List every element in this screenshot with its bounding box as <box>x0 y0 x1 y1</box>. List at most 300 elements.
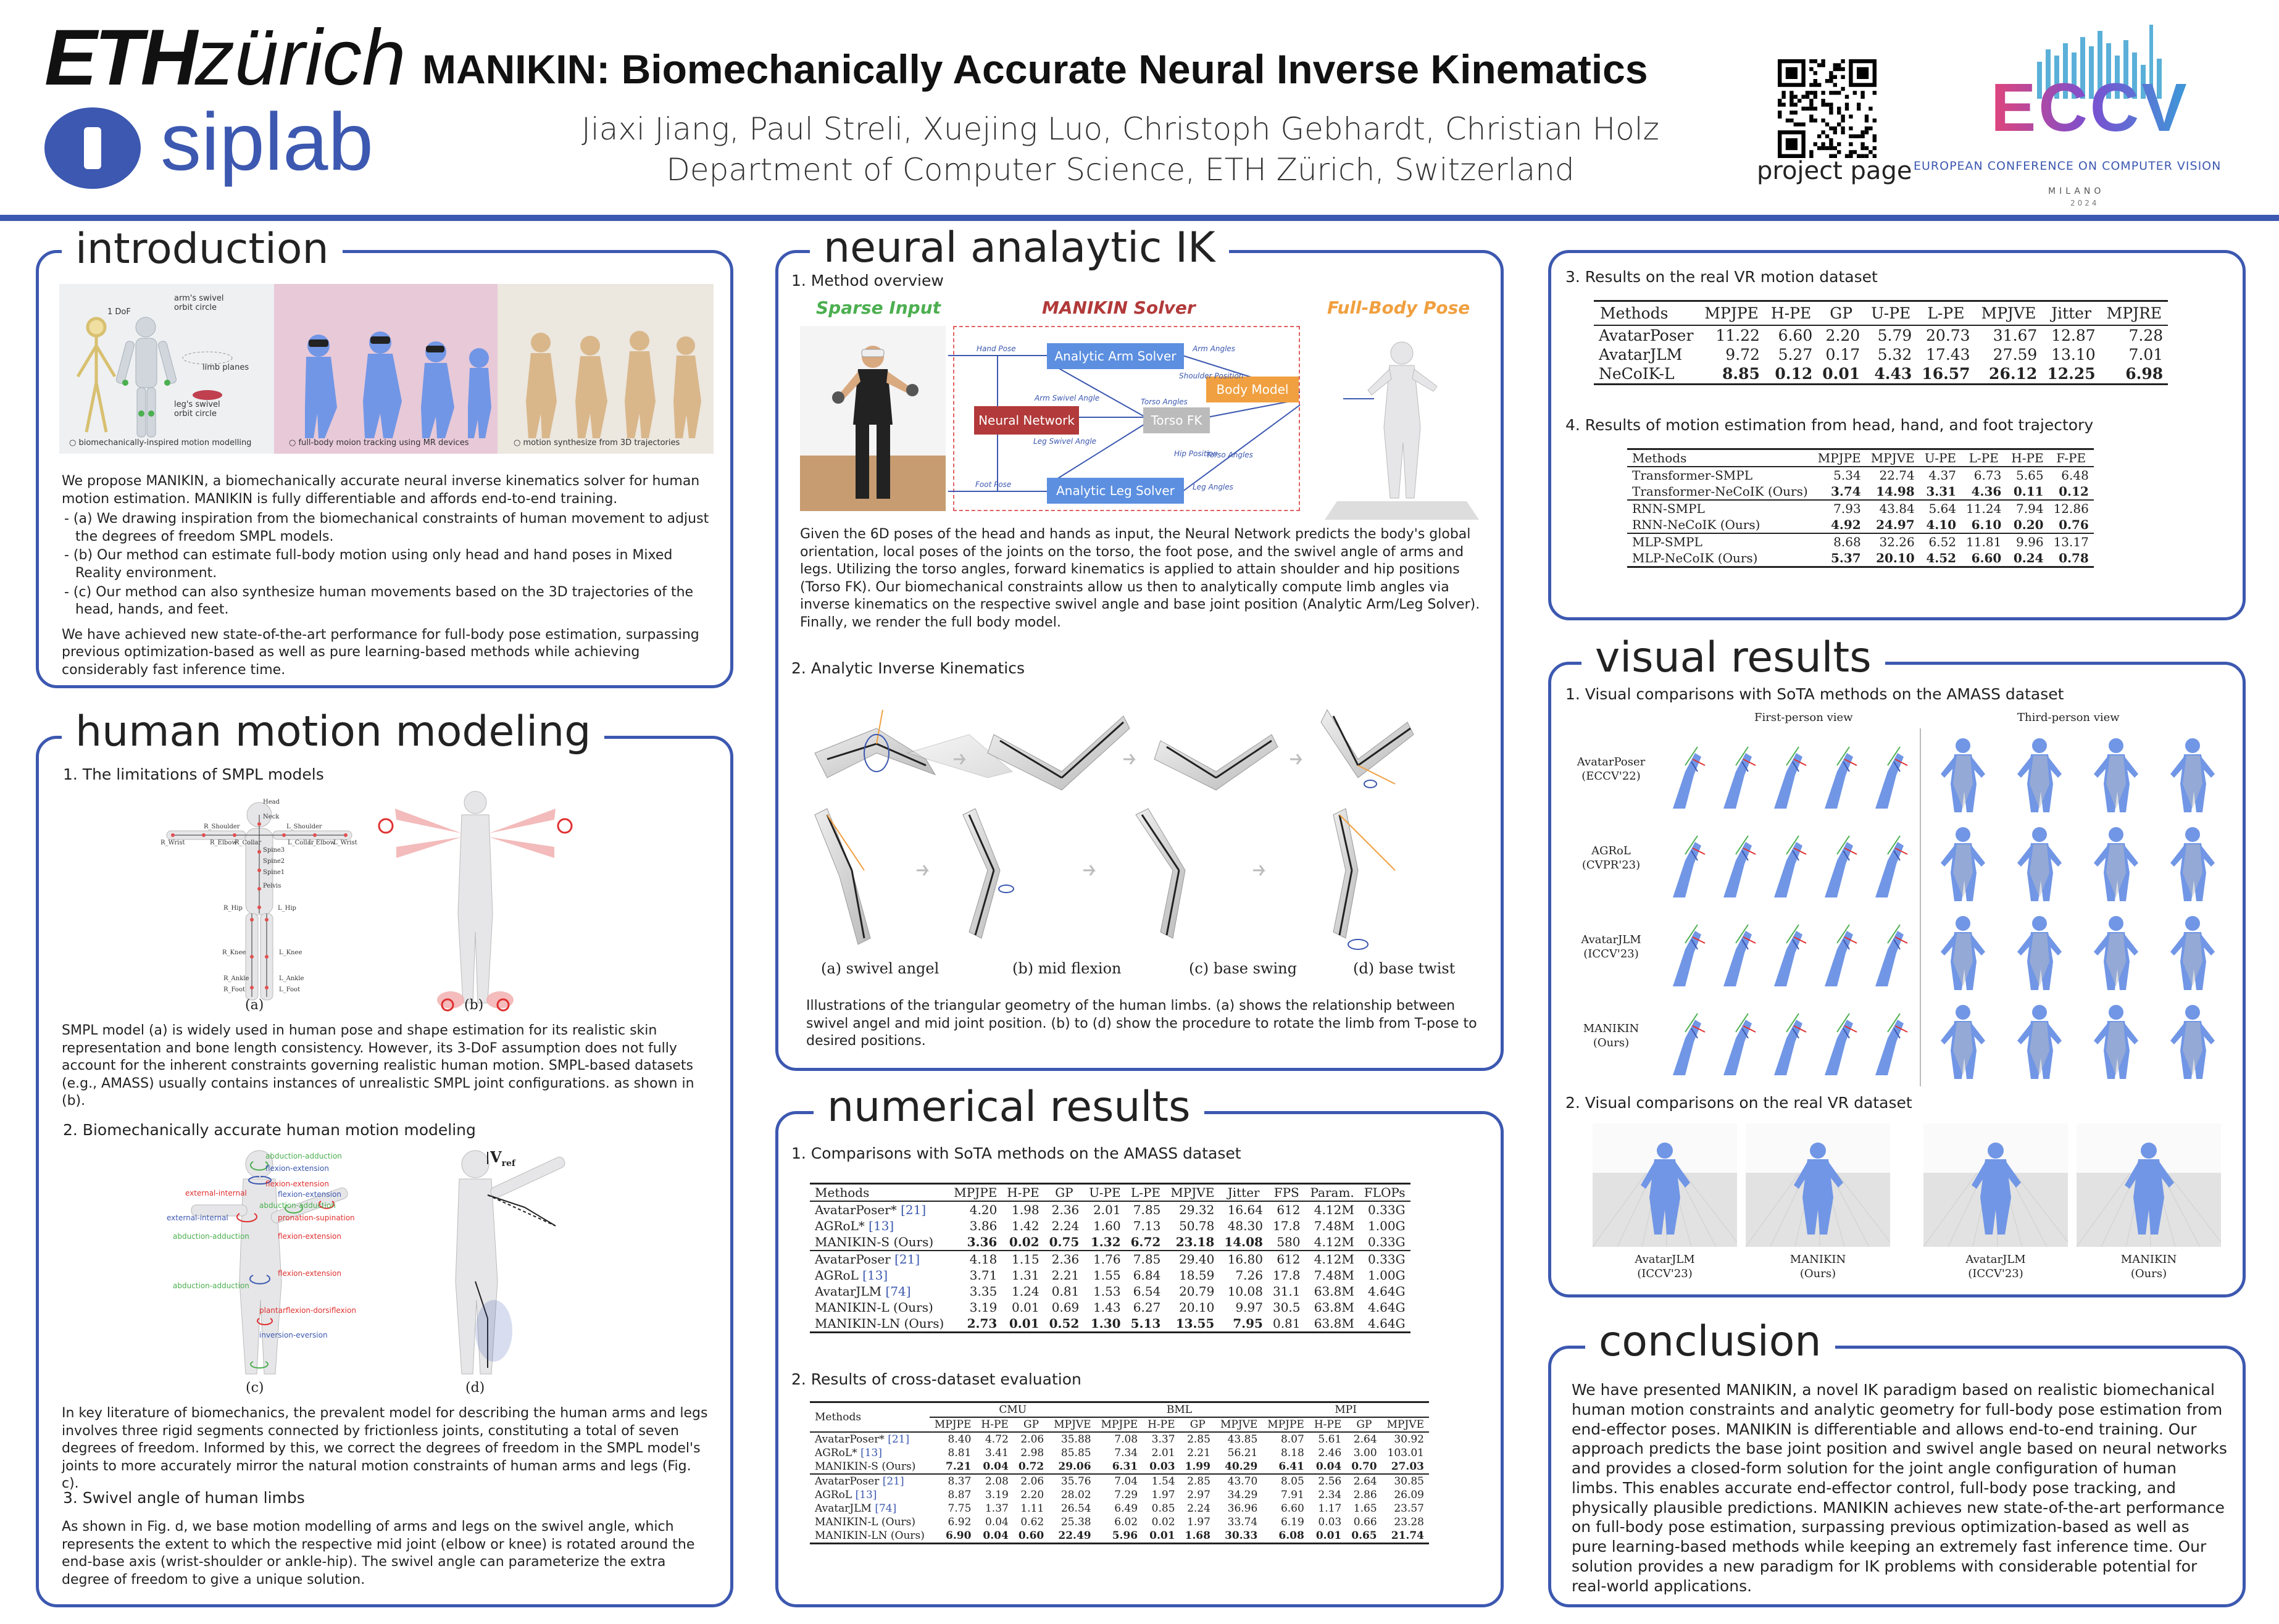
value-cell: 1.11 <box>1020 1502 1044 1515</box>
table-row <box>1594 364 2168 385</box>
value-cell: 20.10 <box>1179 1300 1215 1315</box>
column-header: U-PE <box>1920 449 1961 467</box>
value-cell: 13.17 <box>2049 533 2094 550</box>
value-cell: 7.28 <box>2128 327 2164 344</box>
eth-logo-bold: ETH <box>44 14 195 102</box>
table-row <box>810 1515 1429 1529</box>
joint-label: L_Ankle <box>279 975 304 982</box>
value-cell: 48.30 <box>1227 1218 1263 1233</box>
hmm-para2: In key literature of biomechanics, the prevalent model for describing the human arms and legs involves three rigid segments connected by frictionless joints, constituting a total of seven degrees of freedom. Informed by this, we correct the degrees of freedom in the SMPL model's joints to more accurately mirror the natural motion constraints of human arms and legs (Fig. c). <box>62 1405 708 1492</box>
column-header: H-PE <box>1143 1417 1180 1432</box>
joint-label: R_Hip <box>223 905 243 912</box>
value-cell: 11.22 <box>1715 327 1760 344</box>
value-cell: 43.85 <box>1227 1433 1258 1446</box>
smpl-figure <box>154 790 623 1012</box>
vr-screenshot <box>1923 1123 2068 1247</box>
value-cell: 2.06 <box>1020 1433 1044 1446</box>
section-title-nik: neural analaytic IK <box>810 227 1229 269</box>
column-header: FPS <box>1268 1184 1306 1202</box>
value-cell: 6.60 <box>1961 550 2006 567</box>
value-cell: 0.04 <box>983 1460 1009 1473</box>
ik-caption-d: (d) base twist <box>1353 960 1456 977</box>
joint-label: Pelvis <box>263 883 281 889</box>
value-cell: 0.01 <box>1012 1300 1040 1315</box>
method-venue: (ECCV'22) <box>1581 769 1641 783</box>
value-cell: 1.32 <box>1090 1235 1121 1249</box>
value-cell: 30.92 <box>1394 1433 1424 1446</box>
eccv-logo <box>1914 19 2272 216</box>
dof-label: flexion-extension <box>278 1232 341 1241</box>
vr-caption-name: AvatarJLM <box>1635 1253 1695 1266</box>
value-cell: 21.74 <box>1382 1529 1429 1544</box>
method-cell: MLP-SMPL <box>1627 533 1813 550</box>
first-person-thumbnail <box>1819 823 1865 897</box>
value-cell: 20.73 <box>1926 327 1970 344</box>
vr-caption-venue: (ICCV'23) <box>1968 1267 2023 1280</box>
value-cell: 5.34 <box>1833 468 1861 483</box>
value-cell: 12.25 <box>2042 364 2100 385</box>
column-header: FLOPs <box>1359 1184 1410 1202</box>
citation: [21] <box>894 1252 920 1267</box>
vr-caption-name: AvatarJLM <box>1965 1253 2026 1266</box>
col-full-body: Full-Body Pose <box>1327 298 1470 318</box>
value-cell: 2.21 <box>1187 1447 1210 1459</box>
first-person-thumbnail <box>1869 823 1916 897</box>
value-cell: 6.08 <box>1262 1529 1309 1544</box>
vr-caption <box>1593 1253 1737 1281</box>
value-cell: 7.08 <box>1114 1433 1138 1446</box>
value-cell: 16.64 <box>1227 1202 1263 1217</box>
column-header: GP <box>1044 1184 1085 1202</box>
section-title-visual: visual results <box>1581 637 1885 679</box>
vr-screenshot <box>1593 1123 1737 1247</box>
value-cell: 11.81 <box>1961 533 2006 550</box>
method-cell: MANIKIN-L (Ours) <box>815 1516 916 1528</box>
column-header: U-PE <box>1865 301 1917 326</box>
qr-code[interactable] <box>1778 59 1877 158</box>
dof-label: abduction-adduction <box>173 1281 249 1290</box>
value-cell: 7.85 <box>1133 1202 1161 1217</box>
intro-para1: We propose MANIKIN, a biomechanically accurate neural inverse kinematics solver for human motion estimation. MANIKIN is fully differentiable and affords end-to-end training. <box>62 473 700 507</box>
table-row <box>810 1201 1410 1218</box>
vr-caption-venue: (ICCV'23) <box>1637 1267 1693 1280</box>
eth-logo <box>44 14 406 102</box>
first-person-thumbnail <box>1768 1001 1815 1075</box>
dof-label: pronation-supination <box>278 1214 355 1222</box>
value-cell: 0.17 <box>1825 346 1860 364</box>
vr-screenshot <box>1746 1123 1890 1247</box>
value-cell: 9.96 <box>2006 533 2048 550</box>
value-cell: 63.8M <box>1314 1300 1354 1315</box>
value-cell: 7.75 <box>948 1502 972 1515</box>
citation: [13] <box>862 1268 888 1283</box>
value-cell: 0.02 <box>1009 1235 1040 1249</box>
method-cell: AvatarJLM <box>1599 346 1683 364</box>
value-cell: 3.31 <box>1926 484 1957 499</box>
value-cell: 29.40 <box>1165 1251 1219 1267</box>
value-cell: 13.55 <box>1165 1315 1219 1333</box>
edge-label: Hip Position <box>1174 449 1218 458</box>
value-cell: 0.62 <box>1020 1516 1044 1528</box>
value-cell: 9.97 <box>1235 1300 1263 1315</box>
edge-label: Torso Angles <box>1141 398 1188 406</box>
value-cell: 2.34 <box>1318 1489 1342 1501</box>
vr-caption <box>1923 1253 2068 1281</box>
dataset-header: CMU <box>930 1402 1096 1418</box>
method-cell: MANIKIN-LN (Ours) <box>810 1315 949 1333</box>
value-cell: 0.04 <box>985 1516 1009 1528</box>
column-header: U-PE <box>1084 1184 1125 1202</box>
value-cell: 1.00G <box>1368 1218 1406 1233</box>
table-header-row <box>810 1184 1410 1202</box>
value-cell: 4.12M <box>1314 1202 1354 1217</box>
eccv-wordmark: ECCV <box>1991 70 2189 146</box>
value-cell: 612 <box>1268 1251 1306 1267</box>
hmm-para1: SMPL model (a) is widely used in human pose and shape estimation for its realistic skin representation and bone length consistency. However, its 3-DoF assumption does not fully account for the inherent constraints governing realistic human motion. SMPL-based datasets (e.g., AMASS) usually contains instances of unrealistic SMPL joint configurations. as shown in (b). <box>62 1023 694 1109</box>
value-cell: 7.29 <box>1114 1489 1138 1501</box>
table-row <box>810 1234 1410 1251</box>
value-cell: 0.33G <box>1368 1202 1406 1217</box>
value-cell: 1.43 <box>1093 1300 1121 1315</box>
value-cell: 3.86 <box>969 1218 998 1233</box>
table-row <box>810 1529 1429 1544</box>
value-cell: 4.92 <box>1830 517 1861 532</box>
first-person-thumbnail <box>1768 823 1815 897</box>
joint-label: R_Knee <box>222 949 246 956</box>
third-person-thumbnail <box>2162 1001 2223 1081</box>
value-cell: 0.04 <box>976 1529 1013 1544</box>
value-cell: 23.28 <box>1394 1516 1424 1528</box>
value-cell: 5.96 <box>1096 1529 1143 1544</box>
box-torso-fk: Torso FK <box>1143 407 1210 433</box>
first-person-thumbnail <box>1667 823 1714 897</box>
value-cell: 0.03 <box>1318 1516 1342 1528</box>
joint-label: L_Elbow <box>309 839 336 846</box>
first-person-thumbnail <box>1869 912 1916 986</box>
method-cell: MLP-NeCoIK (Ours) <box>1627 550 1813 567</box>
third-person-thumbnail <box>2009 823 2070 904</box>
dof-label: flexion-extension <box>278 1190 341 1199</box>
method-cell: Transformer-SMPL <box>1632 468 1753 483</box>
value-cell: 3.37 <box>1151 1433 1175 1446</box>
value-cell: 33.74 <box>1227 1516 1258 1528</box>
table-amass-results <box>810 1183 1410 1333</box>
value-cell: 3.36 <box>967 1235 998 1249</box>
value-cell: 24.97 <box>1876 517 1915 532</box>
value-cell: 43.70 <box>1215 1474 1262 1488</box>
joint-label: R_Collar <box>235 839 262 846</box>
method-venue: (ICCV'23) <box>1583 947 1639 960</box>
value-cell: 0.60 <box>1014 1529 1049 1544</box>
table-row <box>810 1446 1429 1460</box>
method-overview-figure <box>800 294 1485 516</box>
vr-caption <box>2077 1253 2221 1281</box>
value-cell: 3.35 <box>969 1284 998 1299</box>
value-cell: 6.98 <box>2101 364 2169 385</box>
conclusion-text: We have presented MANIKIN, a novel IK paradigm based on realistic biomechanical human motion constraints and analytic geometry for full-body pose estimation from end-effector poses. MANIKIN is differentiable and allows end-to-end training. Our approach predicts the base joint position and swivel angle based on neural networks and provides a closed-form solution for the joint angle configuration of human limbs. This enables accurate end-effector control, full-body pose tracking, and physically plausible predictions. MANIKIN achieves new state-of-the-art performance on full-body pose estimation, surpassing previous optimization-based as well as pure learning-based methods while keeping an extremely fast inference time. Our solution provides a new paradigm for IK problems with considerable potential for real-world applications. <box>1572 1381 2227 1595</box>
value-cell: 3.00 <box>1353 1447 1377 1459</box>
header-rule <box>0 215 2279 221</box>
value-cell: 4.64G <box>1359 1315 1410 1333</box>
table-row <box>1627 517 2094 533</box>
intro-bullet: - (c) Our method can also synthesize human movements based on the 3D trajectories of the head, hands, and feet. <box>64 584 694 618</box>
edge-label: Torso Angles <box>1206 451 1253 459</box>
intro-label-leg: leg's swivel orbit circle <box>174 400 220 418</box>
col-sparse-input: Sparse Input <box>816 298 941 318</box>
first-person-thumbnail <box>1667 1001 1714 1075</box>
value-cell: 28.02 <box>1060 1489 1091 1501</box>
value-cell: 26.12 <box>1975 364 2043 385</box>
value-cell: 9.72 <box>1725 346 1760 364</box>
value-cell: 5.61 <box>1318 1433 1342 1446</box>
table-row <box>810 1218 1410 1234</box>
value-cell: 0.70 <box>1351 1460 1377 1473</box>
intro-bullets <box>62 510 710 619</box>
value-cell: 6.72 <box>1130 1235 1161 1249</box>
dof-label: external-internal <box>167 1214 228 1222</box>
value-cell: 1.76 <box>1084 1251 1125 1267</box>
value-cell: 7.01 <box>2128 346 2164 364</box>
third-person-thumbnail <box>2162 735 2223 815</box>
table-row <box>810 1488 1429 1502</box>
table-row <box>810 1460 1429 1474</box>
value-cell: 22.49 <box>1049 1529 1096 1544</box>
column-header: GP <box>1346 1417 1381 1432</box>
value-cell: 0.20 <box>2013 517 2044 532</box>
method-cell: MANIKIN-LN (Ours) <box>810 1529 930 1544</box>
column-header: MPJVE <box>1215 1417 1262 1432</box>
value-cell: 0.12 <box>1765 364 1817 385</box>
value-cell: 0.66 <box>1353 1516 1377 1528</box>
column-header: L-PE <box>1917 301 1975 326</box>
value-cell: 0.75 <box>1049 1235 1080 1249</box>
column-header: L-PE <box>1126 1184 1166 1202</box>
joint-label: L_Shoulder <box>286 823 322 830</box>
third-person-thumbnail <box>1932 735 1994 815</box>
eccv-tagline: EUROPEAN CONFERENCE ON COMPUTER VISION <box>1914 159 2222 173</box>
edge-label: Hand Pose <box>977 344 1016 353</box>
value-cell: 0.85 <box>1151 1502 1175 1515</box>
value-cell: 2.24 <box>1051 1218 1080 1233</box>
value-cell: 3.71 <box>969 1268 998 1283</box>
table-row <box>1627 467 2094 483</box>
value-cell: 612 <box>1277 1202 1301 1217</box>
box-neural-network: Neural Network <box>974 406 1079 435</box>
value-cell: 0.02 <box>1151 1516 1175 1528</box>
value-cell: 0.01 <box>1309 1529 1346 1544</box>
column-header: Jitter <box>2042 301 2100 326</box>
vr-caption-venue: (Ours) <box>2130 1267 2167 1280</box>
value-cell: 0.12 <box>2059 484 2089 499</box>
siplab-mark-icon <box>43 105 142 191</box>
value-cell: 23.57 <box>1394 1502 1424 1515</box>
column-header: MPJVE <box>1975 301 2043 326</box>
third-person-thumbnail <box>2009 912 2070 993</box>
value-cell: 3.19 <box>985 1489 1009 1501</box>
value-cell: 1.97 <box>1187 1516 1210 1528</box>
value-cell: 1.00G <box>1368 1268 1406 1283</box>
citation: [21] <box>901 1202 927 1217</box>
value-cell: 6.41 <box>1278 1460 1304 1473</box>
intro-bullet: - (b) Our method can estimate full-body motion using only head and hand poses in Mixed Reality environment. <box>64 548 673 581</box>
table-row <box>1594 325 2168 345</box>
citation: [13] <box>855 1489 877 1501</box>
value-cell: 8.40 <box>948 1433 972 1446</box>
value-cell: 103.01 <box>1387 1447 1424 1459</box>
method-row-label <box>1568 933 1654 961</box>
section-title-conclusion: conclusion <box>1585 1321 1835 1363</box>
dof-label: plantarflexion-dorsiflexion <box>259 1306 356 1315</box>
dataset-header: BML <box>1096 1402 1263 1418</box>
dof-label: flexion-extension <box>265 1164 329 1173</box>
value-cell: 0.81 <box>1268 1315 1306 1333</box>
value-cell: 43.84 <box>1866 500 1920 517</box>
box-leg-solver: Analytic Leg Solver <box>1047 478 1184 504</box>
joint-label: R_Elbow <box>210 839 238 846</box>
value-cell: 6.27 <box>1133 1300 1161 1315</box>
citation: [74] <box>875 1502 897 1515</box>
method-cell: AvatarPoser* [21] <box>815 1202 927 1217</box>
third-person-thumbnail <box>2162 912 2223 993</box>
value-cell: 8.87 <box>948 1489 972 1501</box>
third-person-thumbnail <box>2009 735 2070 815</box>
first-person-thumbnail <box>1717 1001 1764 1075</box>
table-row <box>1594 345 2168 364</box>
first-person-thumbnail <box>1819 912 1865 986</box>
value-cell: 56.21 <box>1227 1447 1258 1459</box>
method-venue: (Ours) <box>1593 1036 1630 1049</box>
edge-label: Shoulder Position <box>1179 372 1244 380</box>
table-row <box>810 1315 1410 1333</box>
method-cell: AGRoL* [13] <box>815 1447 882 1459</box>
value-cell: 20.10 <box>1866 550 1920 567</box>
edge-label: Leg Angles <box>1193 483 1233 491</box>
value-cell: 6.90 <box>930 1529 977 1544</box>
value-cell: 30.5 <box>1272 1300 1301 1315</box>
column-header: H-PE <box>976 1417 1013 1432</box>
vref-label: $V_{ref}$ <box>490 1148 515 1168</box>
third-person-thumbnail <box>2085 912 2147 993</box>
joint-label: Neck <box>263 814 280 820</box>
value-cell: 7.48M <box>1314 1218 1354 1233</box>
value-cell: 31.67 <box>1993 327 2038 344</box>
value-cell: 5.79 <box>1877 327 1912 344</box>
fig-label-c: (c) <box>246 1380 264 1396</box>
value-cell: 1.60 <box>1093 1218 1121 1233</box>
table-cross-dataset <box>810 1401 1429 1544</box>
ik-caption-b: (b) mid flexion <box>1012 960 1122 977</box>
citation: [21] <box>888 1433 910 1446</box>
value-cell: 0.65 <box>1346 1529 1381 1544</box>
table-row <box>810 1299 1410 1315</box>
third-person-thumbnail <box>2162 823 2223 904</box>
first-person-thumbnail <box>1869 1001 1916 1075</box>
vr-caption <box>1746 1253 1890 1281</box>
box-body-model: Body Model <box>1206 377 1299 402</box>
value-cell: 2.06 <box>1014 1474 1049 1488</box>
value-cell: 13.10 <box>2051 346 2096 364</box>
dof-label: flexion-extension <box>278 1269 341 1278</box>
table-row <box>1627 500 2094 517</box>
value-cell: 2.24 <box>1187 1502 1210 1515</box>
method-cell: AvatarPoser [21] <box>810 1251 949 1267</box>
value-cell: 10.08 <box>1227 1284 1263 1299</box>
intro-figure-illustration <box>59 284 714 454</box>
third-person-thumbnail <box>1932 823 1994 904</box>
view-label-third: Third-person view <box>2017 711 2120 724</box>
dof-label: abduction-adduction <box>259 1201 336 1210</box>
hmm-para3: As shown in Fig. d, we base motion modelling of arms and legs on the swivel angle, which represents the extent to which the respective mid joint (elbow or knee) is rotated around the end-base axis (wrist-shoulder or ankle-hip). The swivel angle can parameterize the extra degree of freedom to give a unique solution. <box>62 1519 695 1588</box>
value-cell: 2.01 <box>1093 1202 1121 1217</box>
section-title-introduction: introduction <box>62 228 343 270</box>
value-cell: 12.87 <box>2051 327 2096 344</box>
column-header: MPJPE <box>1262 1417 1309 1432</box>
value-cell: 14.98 <box>1876 484 1915 499</box>
first-person-thumbnail <box>1869 735 1916 809</box>
method-name: AvatarJLM <box>1581 933 1641 946</box>
value-cell: 40.29 <box>1225 1460 1258 1473</box>
first-person-thumbnail <box>1768 912 1815 986</box>
value-cell: 6.31 <box>1112 1460 1138 1473</box>
value-cell: 36.96 <box>1227 1502 1258 1515</box>
column-header: H-PE <box>1309 1417 1346 1432</box>
column-header: MPJVE <box>1049 1417 1096 1432</box>
table-row <box>810 1267 1410 1283</box>
value-cell: 4.64G <box>1368 1300 1406 1315</box>
column-header: H-PE <box>1765 301 1817 326</box>
value-cell: 1.55 <box>1093 1268 1121 1283</box>
value-cell: 2.97 <box>1187 1489 1210 1501</box>
method-row-label <box>1568 1022 1654 1050</box>
citation: [13] <box>869 1218 894 1233</box>
value-cell: 16.80 <box>1219 1251 1268 1267</box>
value-cell: 6.19 <box>1280 1516 1304 1528</box>
value-cell: 1.37 <box>985 1502 1009 1515</box>
method-name: MANIKIN <box>1583 1022 1639 1035</box>
eth-logo-light: zürich <box>195 14 406 102</box>
value-cell: 5.64 <box>1920 500 1961 517</box>
value-cell: 63.8M <box>1306 1315 1359 1333</box>
value-cell: 1.42 <box>1012 1218 1040 1233</box>
value-cell: 7.85 <box>1126 1251 1166 1267</box>
num-sub1: 1. Comparisons with SoTA methods on the AMASS dataset <box>791 1144 1241 1162</box>
method-cell: MANIKIN-S (Ours) <box>815 1235 934 1249</box>
table-row <box>1627 483 2094 500</box>
column-header: MPJPE <box>949 1184 1002 1202</box>
value-cell: 6.02 <box>1114 1516 1138 1528</box>
joint-label: L_Knee <box>279 949 302 956</box>
value-cell: 5.65 <box>2016 468 2044 483</box>
col-solver: MANIKIN Solver <box>1042 298 1196 318</box>
value-cell: 4.12M <box>1306 1251 1359 1267</box>
column-header: H-PE <box>1002 1184 1044 1202</box>
full-body-pose-illustration <box>1325 322 1479 520</box>
value-cell: 2.36 <box>1051 1202 1080 1217</box>
dof-label: flexion-extension <box>265 1180 329 1188</box>
value-cell: 3.19 <box>969 1300 998 1315</box>
value-cell: 4.20 <box>969 1202 998 1217</box>
third-person-thumbnail <box>2009 1001 2070 1081</box>
value-cell: 25.38 <box>1060 1516 1091 1528</box>
value-cell: 2.21 <box>1051 1268 1080 1283</box>
value-cell: 1.31 <box>1012 1268 1040 1283</box>
table-trajectory <box>1627 448 2094 568</box>
method-cell: Transformer-NeCoIK (Ours) <box>1632 484 1808 499</box>
value-cell: 17.8 <box>1272 1218 1301 1233</box>
joint-label: Spine1 <box>263 869 285 876</box>
value-cell: 0.11 <box>2013 484 2044 499</box>
value-cell: 2.36 <box>1044 1251 1085 1267</box>
